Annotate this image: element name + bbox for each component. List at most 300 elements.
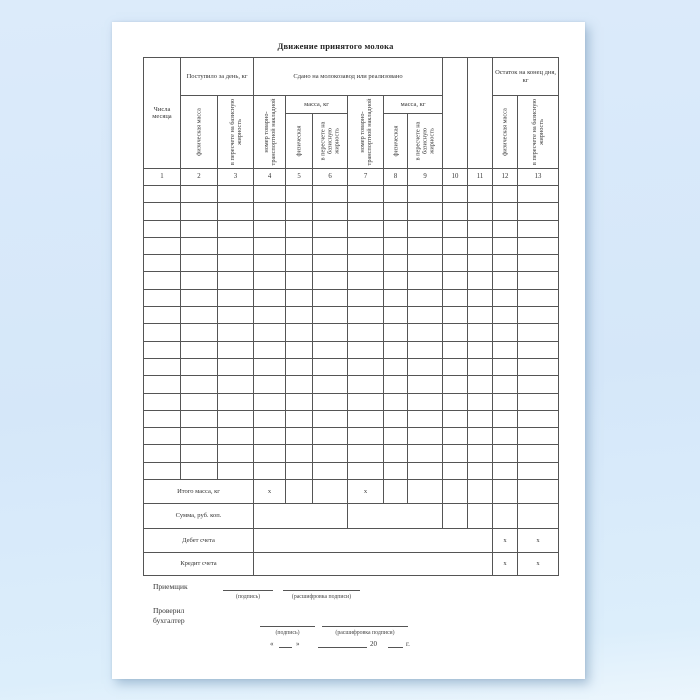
body-cell — [254, 393, 286, 410]
body-cell — [144, 445, 181, 462]
body-cell — [144, 358, 181, 375]
total-cell — [313, 480, 348, 504]
body-cell — [384, 428, 408, 445]
total-cell — [286, 480, 313, 504]
body-cell — [218, 376, 254, 393]
body-cell — [468, 341, 493, 358]
body-cell — [313, 410, 348, 427]
body-cell — [348, 358, 384, 375]
date-close-quote: » — [296, 640, 300, 648]
column-group-balance: Остаток на конец дня, кг — [493, 58, 559, 96]
body-cell — [348, 393, 384, 410]
body-cell — [468, 203, 493, 220]
body-cell — [286, 324, 313, 341]
total-cell — [384, 480, 408, 504]
body-cell — [348, 428, 384, 445]
body-cell — [518, 186, 559, 203]
body-cell — [218, 203, 254, 220]
body-cell — [518, 393, 559, 410]
total-mass-label: Итого масса, кг — [144, 480, 254, 504]
body-cell — [493, 410, 518, 427]
body-cell — [144, 428, 181, 445]
body-cell — [384, 289, 408, 306]
body-cell — [518, 445, 559, 462]
body-cell — [408, 445, 443, 462]
body-cell — [518, 376, 559, 393]
signature-decode-caption: (расшифровка подписи) — [291, 594, 352, 600]
body-cell — [218, 462, 254, 479]
body-cell — [181, 462, 218, 479]
body-cell — [286, 203, 313, 220]
body-cell — [443, 324, 468, 341]
body-cell — [518, 307, 559, 324]
x-mark-cell: х — [254, 480, 286, 504]
table-body — [144, 186, 559, 480]
body-cell — [443, 186, 468, 203]
body-cell — [493, 462, 518, 479]
body-cell — [286, 220, 313, 237]
column-header-physical-mass: физическая масса — [493, 96, 518, 169]
accountant-signature-line — [260, 626, 315, 627]
body-cell — [218, 272, 254, 289]
body-row — [144, 289, 559, 306]
body-cell — [348, 272, 384, 289]
body-cell — [443, 445, 468, 462]
total-cell — [468, 480, 493, 504]
body-row — [144, 410, 559, 427]
body-cell — [348, 410, 384, 427]
signature-caption: (подпись) — [235, 594, 261, 600]
total-cell — [443, 480, 468, 504]
body-cell — [493, 255, 518, 272]
body-row — [144, 237, 559, 254]
body-cell — [218, 220, 254, 237]
body-cell — [493, 289, 518, 306]
body-cell — [468, 272, 493, 289]
body-cell — [443, 289, 468, 306]
body-cell — [181, 445, 218, 462]
debit-label: Дебет счета — [144, 529, 254, 553]
column-header-physical-mass: физическая масса — [181, 96, 218, 169]
body-cell — [408, 324, 443, 341]
body-row — [144, 255, 559, 272]
body-cell — [286, 428, 313, 445]
receiver-label: Приемщик — [153, 582, 188, 591]
column-number: 13 — [518, 169, 559, 186]
body-cell — [408, 237, 443, 254]
body-cell — [254, 220, 286, 237]
body-cell — [468, 220, 493, 237]
body-cell — [286, 376, 313, 393]
column-header-waybill-number: номер товарно-транспортной накладной — [254, 96, 286, 169]
body-cell — [144, 272, 181, 289]
body-cell — [493, 237, 518, 254]
body-cell — [286, 307, 313, 324]
body-cell — [408, 393, 443, 410]
body-cell — [493, 376, 518, 393]
body-cell — [493, 203, 518, 220]
date-year-line — [388, 647, 403, 648]
body-cell — [384, 220, 408, 237]
body-cell — [313, 341, 348, 358]
column-number: 7 — [348, 169, 384, 186]
body-row — [144, 393, 559, 410]
column-number: 1 — [144, 169, 181, 186]
body-cell — [348, 255, 384, 272]
body-cell — [144, 410, 181, 427]
body-cell — [518, 410, 559, 427]
body-cell — [408, 272, 443, 289]
body-cell — [144, 341, 181, 358]
body-cell — [348, 341, 384, 358]
body-cell — [313, 324, 348, 341]
credit-cell — [254, 553, 493, 576]
body-cell — [518, 220, 559, 237]
date-day-line — [279, 647, 292, 648]
body-cell — [286, 393, 313, 410]
x-mark-cell: х — [493, 553, 518, 576]
date-open-quote: « — [270, 640, 274, 648]
signature-caption: (подпись) — [275, 630, 300, 636]
column-group-delivered: Сдано на молокозавод или реализовано — [254, 58, 443, 96]
sum-cell — [468, 504, 493, 529]
column-header-basis-fat: в пересчете на базисную жирность — [518, 96, 559, 169]
body-cell — [408, 462, 443, 479]
body-cell — [408, 358, 443, 375]
body-cell — [443, 307, 468, 324]
receiver-name-line — [283, 590, 360, 591]
body-cell — [313, 307, 348, 324]
body-cell — [286, 462, 313, 479]
body-cell — [493, 358, 518, 375]
body-cell — [468, 428, 493, 445]
sum-row — [144, 504, 559, 529]
body-cell — [468, 462, 493, 479]
body-cell — [286, 445, 313, 462]
sum-cell — [254, 504, 348, 529]
body-cell — [313, 220, 348, 237]
body-cell — [518, 324, 559, 341]
body-cell — [384, 255, 408, 272]
column-number: 3 — [218, 169, 254, 186]
body-cell — [443, 203, 468, 220]
body-cell — [348, 220, 384, 237]
column-11-header-empty — [468, 58, 493, 169]
date-century: 20 — [370, 640, 377, 648]
body-cell — [144, 203, 181, 220]
body-cell — [518, 428, 559, 445]
body-cell — [384, 203, 408, 220]
body-row — [144, 428, 559, 445]
body-cell — [218, 186, 254, 203]
body-cell — [313, 289, 348, 306]
body-cell — [518, 289, 559, 306]
body-row — [144, 445, 559, 462]
body-cell — [218, 445, 254, 462]
body-cell — [181, 186, 218, 203]
body-cell — [384, 237, 408, 254]
sum-cell — [518, 504, 559, 529]
body-cell — [408, 186, 443, 203]
body-cell — [254, 410, 286, 427]
column-group-received: Поступило за день, кг — [181, 58, 254, 96]
body-cell — [518, 358, 559, 375]
body-cell — [144, 237, 181, 254]
body-cell — [518, 237, 559, 254]
body-cell — [468, 393, 493, 410]
form-page — [112, 22, 585, 679]
body-cell — [286, 237, 313, 254]
body-cell — [408, 220, 443, 237]
column-number: 9 — [408, 169, 443, 186]
body-row — [144, 272, 559, 289]
body-cell — [443, 255, 468, 272]
body-cell — [518, 203, 559, 220]
body-cell — [493, 186, 518, 203]
body-row — [144, 462, 559, 479]
sum-label: Сумма, руб. коп. — [144, 504, 254, 529]
x-mark-cell: х — [518, 529, 559, 553]
body-cell — [181, 220, 218, 237]
body-cell — [384, 445, 408, 462]
body-cell — [348, 237, 384, 254]
body-cell — [518, 462, 559, 479]
body-cell — [313, 255, 348, 272]
body-cell — [218, 358, 254, 375]
credit-row — [144, 553, 559, 576]
body-cell — [348, 376, 384, 393]
body-cell — [313, 186, 348, 203]
body-cell — [408, 376, 443, 393]
column-header-physical: физическая — [286, 114, 313, 169]
body-cell — [384, 410, 408, 427]
body-cell — [384, 393, 408, 410]
body-cell — [443, 393, 468, 410]
body-cell — [443, 462, 468, 479]
body-cell — [313, 237, 348, 254]
body-cell — [408, 255, 443, 272]
body-cell — [286, 272, 313, 289]
body-cell — [384, 186, 408, 203]
body-cell — [254, 186, 286, 203]
body-cell — [181, 237, 218, 254]
body-row — [144, 376, 559, 393]
body-cell — [254, 341, 286, 358]
column-header-basis-fat: в пересчете на базисную жирность — [313, 114, 348, 169]
body-cell — [218, 255, 254, 272]
body-cell — [144, 307, 181, 324]
body-cell — [181, 272, 218, 289]
body-cell — [468, 255, 493, 272]
body-cell — [348, 324, 384, 341]
body-cell — [313, 462, 348, 479]
body-cell — [348, 186, 384, 203]
body-cell — [493, 428, 518, 445]
x-mark-cell: х — [493, 529, 518, 553]
body-cell — [144, 220, 181, 237]
body-cell — [408, 410, 443, 427]
body-cell — [468, 237, 493, 254]
body-cell — [313, 428, 348, 445]
body-cell — [313, 203, 348, 220]
accountant-name-line — [322, 626, 408, 627]
total-mass-row — [144, 480, 559, 504]
body-cell — [181, 307, 218, 324]
sum-cell — [493, 504, 518, 529]
body-cell — [144, 255, 181, 272]
body-cell — [286, 289, 313, 306]
body-cell — [348, 445, 384, 462]
body-cell — [144, 462, 181, 479]
body-cell — [518, 255, 559, 272]
body-cell — [518, 272, 559, 289]
body-cell — [468, 289, 493, 306]
body-cell — [181, 410, 218, 427]
body-cell — [443, 410, 468, 427]
sum-cell — [348, 504, 443, 529]
body-row — [144, 324, 559, 341]
body-cell — [493, 220, 518, 237]
body-cell — [218, 341, 254, 358]
body-cell — [254, 324, 286, 341]
body-row — [144, 186, 559, 203]
body-cell — [181, 255, 218, 272]
body-cell — [408, 307, 443, 324]
body-cell — [468, 186, 493, 203]
date-month-line — [318, 647, 367, 648]
body-cell — [286, 186, 313, 203]
body-cell — [468, 376, 493, 393]
milk-movement-table — [143, 57, 559, 576]
body-row — [144, 358, 559, 375]
body-cell — [254, 445, 286, 462]
body-cell — [408, 428, 443, 445]
column-number-row — [144, 169, 559, 186]
body-cell — [493, 272, 518, 289]
body-cell — [443, 220, 468, 237]
body-cell — [384, 324, 408, 341]
column-number: 4 — [254, 169, 286, 186]
body-cell — [384, 462, 408, 479]
body-cell — [144, 289, 181, 306]
body-cell — [254, 237, 286, 254]
body-cell — [493, 445, 518, 462]
body-cell — [181, 203, 218, 220]
body-cell — [443, 428, 468, 445]
body-cell — [254, 307, 286, 324]
body-cell — [254, 255, 286, 272]
column-number: 10 — [443, 169, 468, 186]
column-number: 12 — [493, 169, 518, 186]
body-cell — [218, 428, 254, 445]
column-number: 2 — [181, 169, 218, 186]
body-cell — [218, 324, 254, 341]
body-cell — [313, 376, 348, 393]
body-cell — [218, 289, 254, 306]
body-cell — [218, 307, 254, 324]
x-mark-cell: х — [518, 553, 559, 576]
body-cell — [286, 410, 313, 427]
body-cell — [468, 358, 493, 375]
body-cell — [443, 376, 468, 393]
column-header-physical: физическая — [384, 114, 408, 169]
column-number: 11 — [468, 169, 493, 186]
body-cell — [313, 272, 348, 289]
body-cell — [254, 272, 286, 289]
body-cell — [408, 203, 443, 220]
body-cell — [144, 324, 181, 341]
body-cell — [443, 237, 468, 254]
body-row — [144, 341, 559, 358]
body-cell — [348, 462, 384, 479]
body-cell — [493, 324, 518, 341]
body-row — [144, 307, 559, 324]
column-header-basis-fat: в пересчете на базисную жирность — [218, 96, 254, 169]
body-row — [144, 220, 559, 237]
body-cell — [408, 289, 443, 306]
body-cell — [468, 324, 493, 341]
body-cell — [286, 358, 313, 375]
body-cell — [443, 341, 468, 358]
body-cell — [286, 255, 313, 272]
form-title: Движение принятого молока — [277, 41, 394, 51]
body-cell — [181, 376, 218, 393]
column-header-basis-fat: в пересчете на базисную жирность — [408, 114, 443, 169]
total-cell — [518, 480, 559, 504]
body-cell — [384, 341, 408, 358]
body-cell — [286, 341, 313, 358]
body-cell — [181, 341, 218, 358]
column-number: 5 — [286, 169, 313, 186]
body-cell — [384, 272, 408, 289]
body-cell — [254, 203, 286, 220]
body-cell — [468, 445, 493, 462]
body-cell — [254, 428, 286, 445]
body-cell — [493, 341, 518, 358]
body-cell — [493, 393, 518, 410]
body-cell — [348, 203, 384, 220]
body-cell — [181, 393, 218, 410]
body-cell — [144, 376, 181, 393]
column-10-header-empty — [443, 58, 468, 169]
body-cell — [443, 358, 468, 375]
date-year-suffix: г. — [406, 640, 410, 648]
body-cell — [348, 307, 384, 324]
body-cell — [254, 462, 286, 479]
checked-by-accountant-label: Проверил бухгалтер — [153, 606, 185, 626]
body-cell — [218, 410, 254, 427]
body-cell — [181, 324, 218, 341]
body-cell — [218, 393, 254, 410]
body-cell — [313, 393, 348, 410]
column-header-day: Числа месяца — [144, 58, 181, 169]
body-cell — [468, 410, 493, 427]
body-cell — [313, 358, 348, 375]
body-cell — [313, 445, 348, 462]
body-cell — [468, 307, 493, 324]
column-number: 8 — [384, 169, 408, 186]
x-mark-cell: х — [348, 480, 384, 504]
receiver-signature-line — [223, 590, 273, 591]
column-group-mass-kg: масса, кг — [286, 96, 348, 114]
column-number: 6 — [313, 169, 348, 186]
body-cell — [384, 307, 408, 324]
body-cell — [254, 289, 286, 306]
debit-row — [144, 529, 559, 553]
body-cell — [181, 358, 218, 375]
column-header-waybill-number: номер товарно-транспортной накладной — [348, 96, 384, 169]
body-cell — [518, 341, 559, 358]
